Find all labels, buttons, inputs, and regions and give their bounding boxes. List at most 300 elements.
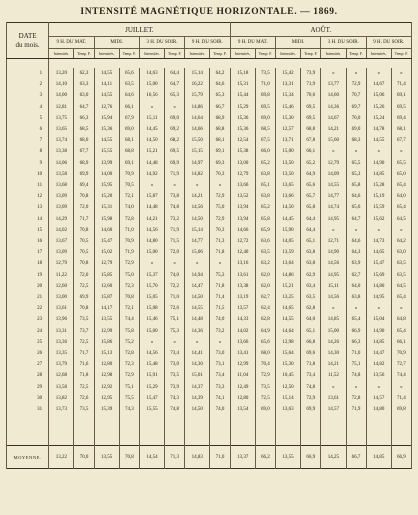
intensity-cell: 14,48 xyxy=(139,202,164,213)
temperature-cell: 71,9 xyxy=(346,404,366,415)
intensity-cell: 14,05 xyxy=(275,236,300,247)
intensity-cell: 15,95 xyxy=(94,180,119,191)
day-cell: 3 xyxy=(7,90,49,101)
day-cell: 24 xyxy=(7,326,49,337)
intensity-cell: 14,95 xyxy=(321,270,346,281)
intensity-cell: 14,45 xyxy=(139,124,164,135)
intensity-cell: 14,26 xyxy=(321,337,346,348)
intensity-subheader: Intensités. xyxy=(94,49,119,59)
day-cell: 20 xyxy=(7,281,49,292)
temperature-cell: 70,3 xyxy=(210,169,230,180)
intensity-cell: 13,41 xyxy=(230,348,255,359)
intensity-cell: 14,21 xyxy=(321,124,346,135)
intensity-cell: 15,21 xyxy=(139,146,164,157)
day-cell: 25 xyxy=(7,337,49,348)
temperature-cell: 65,4 xyxy=(391,326,411,337)
intensity-cell: 14,77 xyxy=(185,236,210,247)
intensity-cell: 12,49 xyxy=(230,382,255,393)
intensity-cell: 15,87 xyxy=(139,191,164,202)
temperature-cell: 73,4 xyxy=(301,370,321,381)
temperature-cell: 72,3 xyxy=(119,281,139,292)
temperature-cell: 71,4 xyxy=(210,292,230,303)
magnetic-intensity-table xyxy=(6,22,412,469)
intensity-cell: 12,98 xyxy=(94,370,119,381)
temperature-cell: 71,3 xyxy=(210,236,230,247)
intensity-cell: 14,95 xyxy=(366,292,391,303)
intensity-cell: 14,66 xyxy=(230,225,255,236)
intensity-cell: 14,37 xyxy=(185,382,210,393)
table-row xyxy=(7,303,412,314)
temperature-cell: » xyxy=(346,382,366,393)
intensity-cell: 15,08 xyxy=(139,303,164,314)
day-cell: 30 xyxy=(7,393,49,404)
intensity-cell: 14,65 xyxy=(275,303,300,314)
temperature-cell: 75,5 xyxy=(119,393,139,404)
intensity-cell: 12,92 xyxy=(94,382,119,393)
intensity-cell: 12,81 xyxy=(49,102,74,113)
temperature-cell: 72,6 xyxy=(165,303,185,314)
temperature-cell: 63,5 xyxy=(391,258,411,269)
temperature-cell: 74,8 xyxy=(346,370,366,381)
intensity-cell: 15,47 xyxy=(139,393,164,404)
intensity-cell: 14,55 xyxy=(94,90,119,101)
temperature-cell: 63,8 xyxy=(301,247,321,258)
temperature-cell: 66,3 xyxy=(346,337,366,348)
table-row xyxy=(7,404,412,415)
intensity-cell: 12,57 xyxy=(275,124,300,135)
intensity-cell: 14,36 xyxy=(321,102,346,113)
intensity-cell: 15,00 xyxy=(139,79,164,90)
intensity-cell: 13,94 xyxy=(230,214,255,225)
intensity-cell: 14,57 xyxy=(321,404,346,415)
intensity-cell: 15,42 xyxy=(275,68,300,79)
temperature-cell: 71,8 xyxy=(301,359,321,370)
intensity-cell: 12,54 xyxy=(230,135,255,146)
time-header: 9 H. DU MAT. xyxy=(230,37,275,49)
intensity-cell: 12,71 xyxy=(321,236,346,247)
intensity-cell: 13,77 xyxy=(321,79,346,90)
intensity-cell: 12,95 xyxy=(94,393,119,404)
day-cell: 6 xyxy=(7,124,49,135)
intensity-cell: 14,56 xyxy=(185,202,210,213)
intensity-cell: 12,60 xyxy=(94,281,119,292)
temperature-subheader: Temp. F. xyxy=(346,49,366,59)
temperature-cell: 65,6 xyxy=(301,180,321,191)
intensity-cell: 14,74 xyxy=(321,202,346,213)
intensity-cell: 14,97 xyxy=(185,158,210,169)
temperature-cell: 69,9 xyxy=(74,292,94,303)
table-row xyxy=(7,68,412,79)
intensity-cell: 14,94 xyxy=(185,270,210,281)
temperature-cell: 71,0 xyxy=(165,292,185,303)
intensity-cell: 15,05 xyxy=(139,292,164,303)
intensity-cell: 14,17 xyxy=(94,303,119,314)
intensity-cell: 15,59 xyxy=(366,202,391,213)
intensity-cell: 15,21 xyxy=(275,281,300,292)
temperature-cell: 63,5 xyxy=(119,79,139,90)
temperature-cell: 73,5 xyxy=(255,68,275,79)
intensity-cell: 12,79 xyxy=(94,258,119,269)
temperature-cell: 67,7 xyxy=(74,146,94,157)
temperature-cell: 65,6 xyxy=(119,68,139,79)
temperature-cell: 74,8 xyxy=(165,404,185,415)
temperature-cell: 73,5 xyxy=(74,314,94,325)
intensity-cell: » xyxy=(366,225,391,236)
temperature-cell: 65,6 xyxy=(346,202,366,213)
intensity-cell: 14,55 xyxy=(94,135,119,146)
month-header-july: JUILLET. xyxy=(49,23,230,37)
temperature-cell: 65,2 xyxy=(255,202,275,213)
intensity-cell: » xyxy=(185,258,210,269)
intensity-cell: 15,15 xyxy=(185,146,210,157)
temperature-cell: 63,6 xyxy=(255,236,275,247)
intensity-cell: 13,82 xyxy=(49,393,74,404)
temperature-cell: 72,1 xyxy=(119,303,139,314)
table-row xyxy=(7,382,412,393)
intensity-cell: 15,98 xyxy=(94,214,119,225)
temperature-cell: 66,1 xyxy=(391,337,411,348)
day-cell: 1 xyxy=(7,68,49,79)
temperature-cell: » xyxy=(346,225,366,236)
temperature-cell: 66,9 xyxy=(346,326,366,337)
table-row xyxy=(7,292,412,303)
intensity-cell: 13,66 xyxy=(230,180,255,191)
time-header: MIDI. xyxy=(94,37,139,49)
mean-intensity-cell: 14,25 xyxy=(321,446,346,469)
intensity-cell: 14,85 xyxy=(366,337,391,348)
temperature-cell: » xyxy=(165,337,185,348)
temperature-cell: » xyxy=(165,180,185,191)
temperature-cell: 71,9 xyxy=(301,79,321,90)
intensity-cell: 13,94 xyxy=(230,202,255,213)
temperature-cell: 72,3 xyxy=(119,359,139,370)
intensity-cell: 15,18 xyxy=(230,68,255,79)
table-row xyxy=(7,270,412,281)
intensity-cell: 14,80 xyxy=(139,236,164,247)
temperature-cell: 62,8 xyxy=(255,314,275,325)
intensity-cell: 12,80 xyxy=(94,359,119,370)
intensity-cell: 14,09 xyxy=(321,169,346,180)
intensity-cell: 14,30 xyxy=(321,348,346,359)
temperature-cell: 65,3 xyxy=(165,90,185,101)
temperature-cell: 63,2 xyxy=(255,258,275,269)
temperature-cell: » xyxy=(391,303,411,314)
temperature-cell: 72,5 xyxy=(74,382,94,393)
intensity-cell: 15,85 xyxy=(94,270,119,281)
intensity-cell: 15,55 xyxy=(94,146,119,157)
intensity-cell: 15,48 xyxy=(139,359,164,370)
temperature-subheader: Temp. F. xyxy=(119,49,139,59)
temperature-cell: 68,5 xyxy=(74,124,94,135)
temperature-cell: » xyxy=(391,68,411,79)
intensity-cell: 11,52 xyxy=(321,370,346,381)
mean-temperature-cell: 66,2 xyxy=(255,446,275,469)
intensity-cell: 14,41 xyxy=(185,348,210,359)
temperature-cell: 73,0 xyxy=(210,348,230,359)
intensity-cell: 14,55 xyxy=(185,303,210,314)
intensity-cell: 15,11 xyxy=(139,113,164,124)
intensity-cell: » xyxy=(366,382,391,393)
intensity-cell: 14,50 xyxy=(185,214,210,225)
intensity-cell: 15,14 xyxy=(185,225,210,236)
intensity-cell: 13,52 xyxy=(230,191,255,202)
temperature-cell: 69,9 xyxy=(74,169,94,180)
intensity-cell: 13,74 xyxy=(49,135,74,146)
day-cell: 19 xyxy=(7,270,49,281)
temperature-cell: 63,0 xyxy=(391,247,411,258)
temperature-cell: 74,0 xyxy=(165,270,185,281)
temperature-cell: 72,9 xyxy=(119,370,139,381)
table-title: INTENSITÉ MAGNÉTIQUE HORIZONTALE. — 1869. xyxy=(80,7,338,17)
intensity-cell: 15,30 xyxy=(275,113,300,124)
intensity-cell: 15,46 xyxy=(275,102,300,113)
intensity-cell: 15,00 xyxy=(139,247,164,258)
intensity-cell: 12,99 xyxy=(94,326,119,337)
intensity-cell: 14,50 xyxy=(275,202,300,213)
intensity-cell: 14,55 xyxy=(275,314,300,325)
intensity-subheader: Intensités. xyxy=(185,49,210,59)
intensity-cell: 13,38 xyxy=(230,281,255,292)
mean-intensity-cell: 14,54 xyxy=(139,446,164,469)
temperature-cell: 66,3 xyxy=(74,113,94,124)
intensity-cell: 13,35 xyxy=(49,348,74,359)
temperature-cell: 70,3 xyxy=(210,225,230,236)
temperature-cell: 70,8 xyxy=(74,191,94,202)
day-cell: 12 xyxy=(7,191,49,202)
temperature-cell: 66,7 xyxy=(210,102,230,113)
temperature-cell: 69,0 xyxy=(255,113,275,124)
temperature-cell: 68,8 xyxy=(210,124,230,135)
intensity-cell: 15,02 xyxy=(94,247,119,258)
temperature-cell: 74,1 xyxy=(210,393,230,404)
intensity-cell: 14,06 xyxy=(49,158,74,169)
table-row xyxy=(7,214,412,225)
temperature-cell: 65,3 xyxy=(346,169,366,180)
intensity-cell: 15,20 xyxy=(94,191,119,202)
temperature-cell: 65,4 xyxy=(391,292,411,303)
day-cell: 28 xyxy=(7,370,49,381)
day-cell: 9 xyxy=(7,158,49,169)
intensity-cell: 13,68 xyxy=(49,180,74,191)
temperature-cell: 64,6 xyxy=(346,236,366,247)
intensity-cell: 14,56 xyxy=(321,258,346,269)
temperature-cell: 64,6 xyxy=(119,90,139,101)
temperature-cell: 64,4 xyxy=(165,68,185,79)
intensity-cell: 15,70 xyxy=(139,281,164,292)
intensity-cell: 12,40 xyxy=(230,247,255,258)
temperature-cell: 73,5 xyxy=(255,382,275,393)
temperature-cell: 71,8 xyxy=(210,247,230,258)
temperature-cell: 72,8 xyxy=(346,393,366,404)
temperature-cell: 71,7 xyxy=(74,348,94,359)
intensity-cell: 15,69 xyxy=(366,270,391,281)
intensity-cell: 15,01 xyxy=(185,370,210,381)
temperature-subheader: Temp. F. xyxy=(391,49,411,59)
temperature-cell: 70,7 xyxy=(346,90,366,101)
intensity-cell: 14,80 xyxy=(366,404,391,415)
temperature-cell: 73,5 xyxy=(165,370,185,381)
intensity-cell: 14,80 xyxy=(366,281,391,292)
temperature-cell: 70,8 xyxy=(119,292,139,303)
temperature-cell: » xyxy=(165,102,185,113)
day-cell: 2 xyxy=(7,79,49,90)
temperature-subheader: Temp. F. xyxy=(301,49,321,59)
temperature-cell: 74,8 xyxy=(165,202,185,213)
intensity-cell: 14,64 xyxy=(185,113,210,124)
temperature-cell: 69,5 xyxy=(165,146,185,157)
intensity-cell: 13,61 xyxy=(321,393,346,404)
intensity-subheader: Intensités. xyxy=(139,49,164,59)
table-row xyxy=(7,281,412,292)
temperature-cell: 69,5 xyxy=(255,102,275,113)
temperature-cell: 63,0 xyxy=(74,90,94,101)
day-cell: 11 xyxy=(7,180,49,191)
intensity-cell: 15,14 xyxy=(275,393,300,404)
time-header: 3 H. DU SOIR. xyxy=(321,37,366,49)
temperature-cell: 70,0 xyxy=(346,113,366,124)
table-row xyxy=(7,225,412,236)
date-column-header xyxy=(7,23,49,59)
mean-label: MOYENNE. xyxy=(7,446,49,469)
intensity-cell: 16,56 xyxy=(139,90,164,101)
intensity-cell: 14,90 xyxy=(321,247,346,258)
intensity-cell: 13,38 xyxy=(49,146,74,157)
temperature-cell: 68,9 xyxy=(210,113,230,124)
intensity-cell: 11,04 xyxy=(230,370,255,381)
temperature-cell: 64,8 xyxy=(391,314,411,325)
intensity-cell: 15,37 xyxy=(139,270,164,281)
table-row xyxy=(7,90,412,101)
intensity-cell: 12,72 xyxy=(230,236,255,247)
intensity-cell: 14,90 xyxy=(366,158,391,169)
temperature-cell: 75,8 xyxy=(119,326,139,337)
day-cell: 8 xyxy=(7,146,49,157)
intensity-cell: 14,55 xyxy=(94,68,119,79)
temperature-cell: » xyxy=(210,258,230,269)
intensity-cell: 13,96 xyxy=(49,314,74,325)
temperature-cell: 73,4 xyxy=(210,370,230,381)
spacer-row xyxy=(7,59,412,69)
intensity-cell: 14,77 xyxy=(321,191,346,202)
temperature-cell: 69,6 xyxy=(301,348,321,359)
temperature-cell: 69,0 xyxy=(165,113,185,124)
day-cell: 26 xyxy=(7,348,49,359)
temperature-cell: 73,5 xyxy=(74,404,94,415)
table-row xyxy=(7,169,412,180)
temperature-cell: 73,7 xyxy=(74,326,94,337)
intensity-cell: 15,34 xyxy=(275,90,300,101)
temperature-cell: 65,7 xyxy=(301,191,321,202)
temperature-cell: 71,9 xyxy=(165,169,185,180)
temperature-cell: 69,3 xyxy=(210,158,230,169)
intensity-cell: 13,66 xyxy=(230,337,255,348)
table-row xyxy=(7,102,412,113)
temperature-cell: 62,0 xyxy=(255,281,275,292)
temperature-cell: 72,6 xyxy=(74,393,94,404)
temperature-cell: 71,0 xyxy=(255,79,275,90)
temperature-cell: 68,9 xyxy=(74,158,94,169)
temperature-cell: 65,8 xyxy=(346,180,366,191)
temperature-cell: 68,1 xyxy=(391,124,411,135)
day-cell: 13 xyxy=(7,202,49,213)
temperature-cell: 63,3 xyxy=(74,79,94,90)
temperature-cell: 65,2 xyxy=(255,158,275,169)
day-cell: 23 xyxy=(7,314,49,325)
temperature-cell: 62,9 xyxy=(301,270,321,281)
temperature-cell: 70,9 xyxy=(119,169,139,180)
temperature-cell: 65,6 xyxy=(255,337,275,348)
temperature-cell: 69,1 xyxy=(119,158,139,169)
temperature-cell: 67,9 xyxy=(119,113,139,124)
intensity-subheader: Intensités. xyxy=(49,49,74,59)
temperature-cell: 72,5 xyxy=(255,393,275,404)
intensity-cell: 15,94 xyxy=(94,113,119,124)
intensity-cell: 15,24 xyxy=(366,113,391,124)
temperature-cell: 72,5 xyxy=(74,337,94,348)
temperature-cell: 65,0 xyxy=(391,169,411,180)
temperature-cell: 65,4 xyxy=(391,180,411,191)
intensity-cell: 14,60 xyxy=(94,225,119,236)
temperature-cell: 65,8 xyxy=(255,214,275,225)
intensity-cell: 14,57 xyxy=(366,393,391,404)
temperature-cell: 64,5 xyxy=(391,214,411,225)
intensity-cell: 14,48 xyxy=(185,314,210,325)
intensity-cell: 15,36 xyxy=(230,124,255,135)
temperature-cell: 69,8 xyxy=(255,90,275,101)
temperature-cell: » xyxy=(391,146,411,157)
temperature-cell: 69,9 xyxy=(301,404,321,415)
temperature-cell: » xyxy=(346,68,366,79)
temperature-cell: 65,1 xyxy=(301,236,321,247)
temperature-cell: 71,6 xyxy=(74,359,94,370)
temperature-cell: 68,1 xyxy=(210,135,230,146)
intensity-cell: » xyxy=(185,180,210,191)
intensity-cell: 15,47 xyxy=(366,258,391,269)
temperature-cell: 69,1 xyxy=(391,90,411,101)
temperature-cell: 64,4 xyxy=(301,225,321,236)
temperature-cell: 72,9 xyxy=(346,79,366,90)
intensity-cell: 15,00 xyxy=(321,326,346,337)
temperature-cell: 64,7 xyxy=(346,214,366,225)
intensity-cell: 14,50 xyxy=(185,404,210,415)
mean-intensity-cell: 13,37 xyxy=(230,446,255,469)
table-row xyxy=(7,348,412,359)
intensity-cell: » xyxy=(321,68,346,79)
intensity-cell: 13,99 xyxy=(94,158,119,169)
temperature-cell: 63,4 xyxy=(301,281,321,292)
intensity-cell: 14,00 xyxy=(94,169,119,180)
intensity-cell: 13,16 xyxy=(230,258,255,269)
intensity-cell: » xyxy=(321,303,346,314)
intensity-cell: 15,00 xyxy=(275,146,300,157)
temperature-cell: 74,3 xyxy=(165,393,185,404)
intensity-cell: 14,67 xyxy=(321,113,346,124)
table-row xyxy=(7,370,412,381)
temperature-cell: 71,4 xyxy=(391,393,411,404)
intensity-cell: 15,28 xyxy=(366,180,391,191)
temperature-cell: 65,5 xyxy=(346,158,366,169)
mean-intensity-cell: 13,55 xyxy=(94,446,119,469)
table-row xyxy=(7,113,412,124)
temperature-cell: 69,8 xyxy=(391,404,411,415)
table-row xyxy=(7,202,412,213)
temperature-cell: » xyxy=(346,146,366,157)
temperature-cell: 62,7 xyxy=(346,270,366,281)
temperature-cell: 63,8 xyxy=(346,292,366,303)
time-header: 3 H. DU SOIR. xyxy=(139,37,184,49)
intensity-cell: 15,46 xyxy=(139,314,164,325)
temperature-subheader: Temp. F. xyxy=(255,49,275,59)
